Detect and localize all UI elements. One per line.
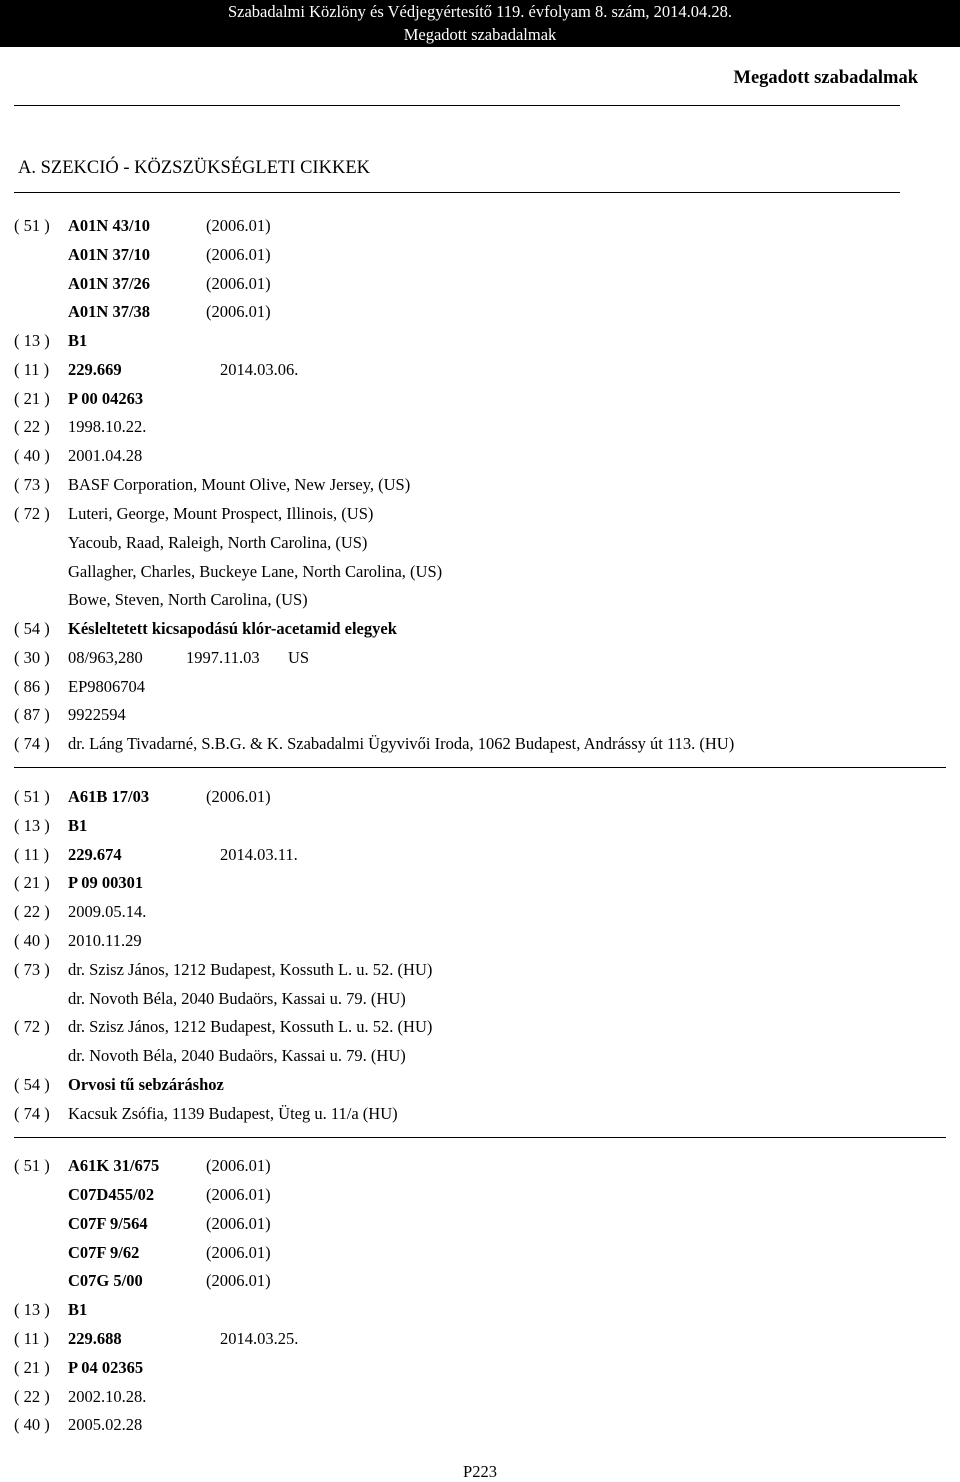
section-heading: A. SZEKCIÓ - KÖZSZÜKSÉGLETI CIKKEK	[18, 158, 370, 178]
divider	[14, 105, 900, 106]
page-number: P223	[463, 1462, 497, 1481]
journal-section: Megadott szabadalmak	[403, 25, 557, 44]
journal-title: Szabadalmi Közlöny és Védjegyértesítő 119. évfolyam 8. szám, 2014.04.28.	[227, 2, 733, 21]
divider	[14, 1137, 946, 1138]
page-title: Megadott szabadalmak	[733, 68, 918, 88]
divider	[14, 192, 900, 193]
journal-header	[0, 0, 960, 47]
divider	[14, 767, 946, 768]
